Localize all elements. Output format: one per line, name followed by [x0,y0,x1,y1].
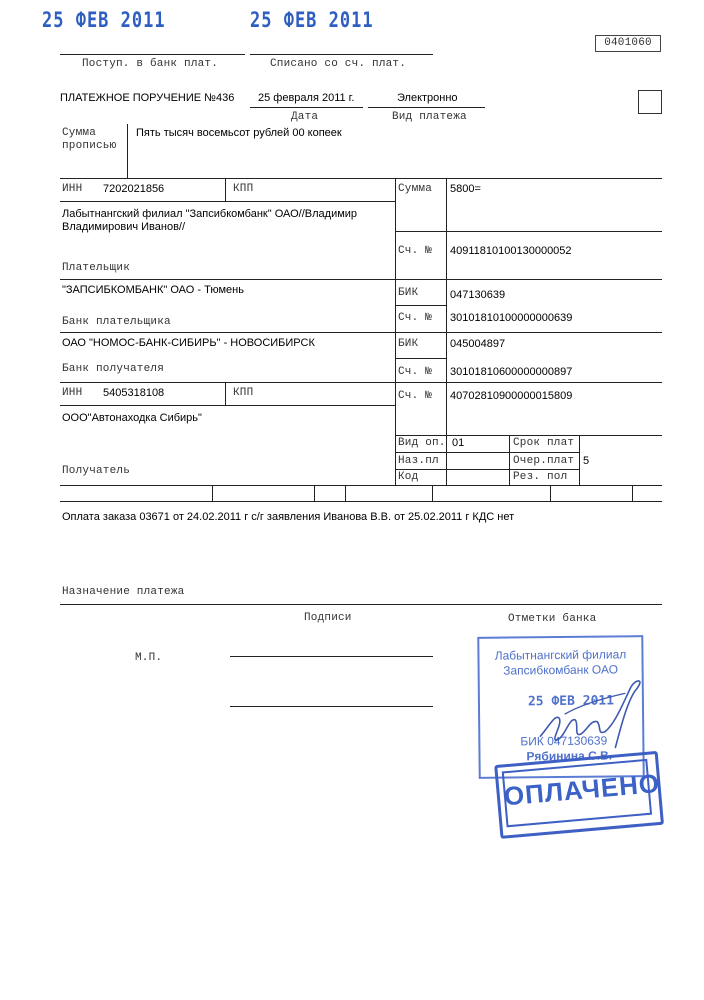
payer-inn-bottom-line [60,201,395,202]
signature-line-1 [230,656,433,657]
payment-type-label: Вид платежа [392,111,467,123]
payer-inn: 7202021856 [103,183,165,195]
signature-line-2 [230,706,433,707]
payer-inn-divider [225,179,226,201]
payer-inn-label: ИНН [62,183,83,195]
date-stamp-left: 25 ФЕВ 2011 [42,8,166,33]
payer-bank-bik-label: БИК [398,287,419,299]
paid-stamp-text: ОПЛАЧЕНО [502,767,662,812]
bank-stamp-line-2: Запсибкомбанк ОАО [503,662,619,678]
payer-account: 40911810100130000052 [450,245,572,257]
rez-label: Рез. пол [513,471,568,483]
tax-cell-divider-1 [212,485,213,501]
codes-row-line-2 [395,469,579,470]
payer-account-label: Сч. № [398,245,433,257]
payment-type: Электронно [397,92,458,104]
payer-bank-acc: 30101810100000000639 [450,312,573,324]
debited-line [250,54,433,55]
codes-divider-1 [509,435,510,485]
status-box [638,90,662,114]
received-line [60,54,245,55]
purpose-text: Оплата заказа 03671 от 24.02.2011 г с/г заявления Иванова В.В. от 25.02.2011 г КДС нет [62,511,515,523]
date-label: Дата [291,111,319,123]
payee-bank-acc: 30101810600000000897 [450,366,573,378]
tax-row-top-line [60,485,662,486]
amount-bottom-line [395,231,662,232]
payer-bank-label: Банк плательщика [62,316,171,328]
signatures-label: Подписи [304,612,352,624]
payer-bank-bik-line [395,305,446,306]
naz-label: Наз.пл [398,455,439,467]
payee-name: ООО"Автонаходка Сибирь" [62,412,202,424]
tax-cell-divider-2 [314,485,315,501]
tax-cell-divider-4 [432,485,433,501]
handwritten-signature [535,673,656,752]
bank-stamp-date: 25 ФЕВ 2011 [527,693,615,710]
tax-cell-divider-3 [345,485,346,501]
payee-inn-divider [225,383,226,405]
kod-label: Код [398,471,419,483]
payee-kpp-label: КПП [233,387,254,399]
payee-bank-bik-line [395,358,446,359]
tax-cell-divider-5 [550,485,551,501]
payee-bank-acc-label: Сч. № [398,366,433,378]
payment-type-line [368,107,485,108]
payer-bank-name: "ЗАПСИБКОМБАНК" ОАО - Тюмень [62,284,244,296]
debited-label: Списано со сч. плат. [270,58,407,70]
payee-label: Получатель [62,465,131,477]
codes-row-line-1 [395,452,579,453]
payee-bank-label: Банк получателя [62,363,165,375]
mp-label: М.П. [135,652,163,664]
order-title [60,92,234,104]
amount-words-label-1: Сумма [62,127,97,139]
date-stamp-right: 25 ФЕВ 2011 [250,8,374,33]
form-code: 0401060 [595,35,661,52]
bank-stamp-name: Рябинина С.В. [526,748,613,764]
amount-words-label [62,127,116,153]
date-line [250,107,363,108]
bank-marks-label: Отметки банка [508,613,597,625]
ocher-label: Очер.плат [513,455,575,467]
order-date: 25 февраля 2011 г. [258,92,355,104]
order-number: 436 [215,92,235,104]
bank-stamp-line-1: Лабытнангский филиал [494,647,627,663]
amount-value: 5800= [450,183,481,195]
payee-inn: 5405318108 [103,387,165,399]
payer-label: Плательщик [62,262,131,274]
payee-acc-label: Сч. № [398,390,433,402]
payee-bank-bik: 045004897 [450,338,506,350]
payer-kpp-label: КПП [233,183,254,195]
amount-words-label-2: прописью [62,140,117,152]
received-label: Поступ. в банк плат. [82,58,219,70]
payer-bank-acc-label: Сч. № [398,312,433,324]
srok-label: Срок плат [513,437,575,449]
purpose-bottom-line [60,604,662,605]
payee-acc-bottom-line [395,435,662,436]
ocher-value: 5 [583,455,590,467]
amount-words-divider [127,124,128,178]
payer-name-line-1: Лабытнангский филиал "Запсибкомбанк" ОАО//Владимир [62,208,358,220]
payer-bank-bik: 047130639 [450,289,506,301]
payee-inn-bottom-line [60,405,395,406]
codes-divider-2 [579,435,580,485]
payer-bank-bottom-line [60,332,662,333]
amount-label: Сумма [398,183,433,195]
payee-bank-bottom-line [60,382,662,383]
paid-stamp [494,751,662,837]
tax-row-bottom-line [60,501,662,502]
order-title-text: ПЛАТЕЖНОЕ ПОРУЧЕНИЕ № [60,92,216,104]
payer-bottom-line [60,279,662,280]
payee-bank-name: ОАО "НОМОС-БАНК-СИБИРЬ" - НОВОСИБИРСК [62,337,315,349]
tax-cell-divider-6 [632,485,633,501]
vid-op-value: 01 [452,437,465,449]
payee-inn-label: ИНН [62,387,83,399]
bank-stamp-bik: БИК 047130639 [520,733,608,749]
payer-name-line-2: Владимирович Иванов// [62,221,186,233]
payee-acc: 40702810900000015809 [450,390,573,402]
vid-op-label: Вид оп. [398,437,446,449]
purpose-label: Назначение платежа [62,586,185,598]
amount-words-value: Пять тысяч восемьсот рублей 00 копеек [136,127,342,139]
amount-words-bottom-line [60,178,662,179]
payee-bank-bik-label: БИК [398,338,419,350]
payer-name [62,208,357,234]
